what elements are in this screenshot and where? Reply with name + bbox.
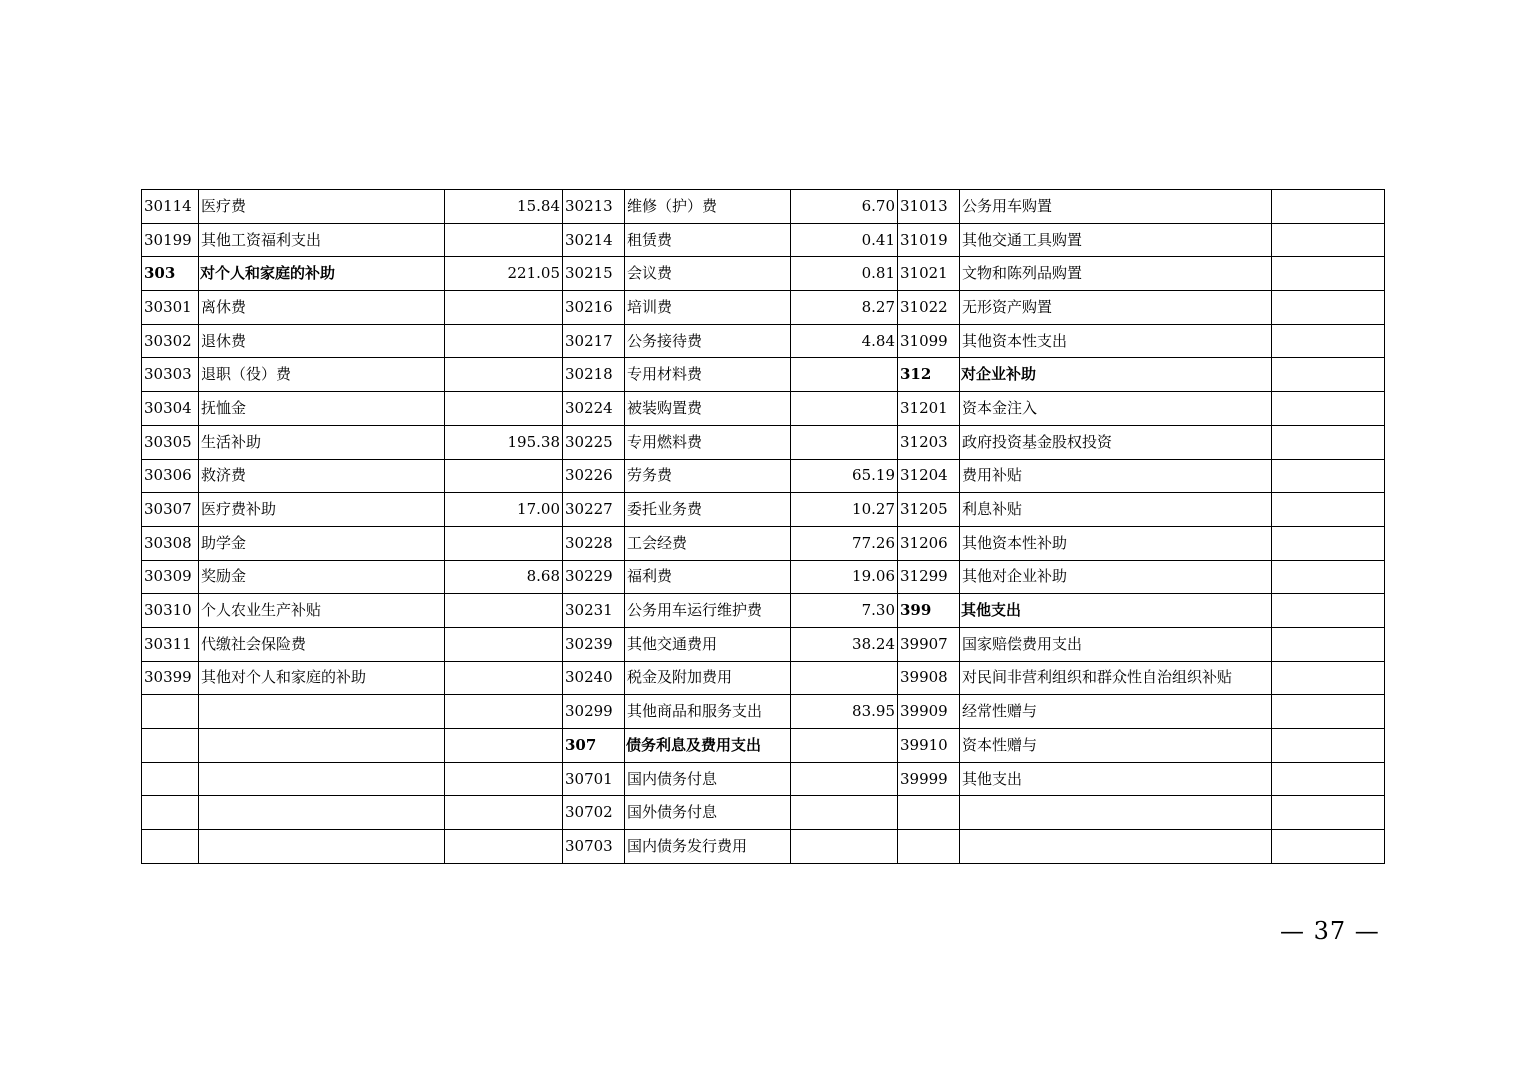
cell-code: 30229 [563,560,625,594]
cell-amount [1272,425,1385,459]
cell-name: 其他对个人和家庭的补助 [199,661,445,695]
cell-amount [445,627,563,661]
cell-name: 公务用车运行维护费 [625,594,791,628]
cell-name: 抚恤金 [199,392,445,426]
cell-amount [791,358,898,392]
cell-name: 其他对企业补助 [960,560,1272,594]
cell-amount [445,661,563,695]
cell-code: 31203 [898,425,960,459]
cell-name: 助学金 [199,526,445,560]
cell-code [142,729,199,763]
cell-name: 对民间非营利组织和群众性自治组织补贴 [960,661,1272,695]
cell-code [142,830,199,864]
cell-code: 30299 [563,695,625,729]
cell-code: 31019 [898,223,960,257]
cell-amount [1272,291,1385,325]
cell-amount [445,291,563,325]
cell-amount [1272,223,1385,257]
cell-amount [791,661,898,695]
cell-amount [445,594,563,628]
cell-code: 39910 [898,729,960,763]
table-row [142,695,1385,729]
cell-name [960,796,1272,830]
cell-code [898,796,960,830]
cell-amount [1272,392,1385,426]
cell-amount [1272,526,1385,560]
page-number: — 37 — [1280,917,1380,945]
cell-name: 其他支出 [960,762,1272,796]
cell-name: 工会经费 [625,526,791,560]
cell-code [142,695,199,729]
cell-name: 医疗费补助 [199,493,445,527]
cell-amount [1272,459,1385,493]
table-row [142,392,1385,426]
cell-name: 其他商品和服务支出 [625,695,791,729]
cell-name: 文物和陈列品购置 [960,257,1272,291]
cell-amount: 77.26 [791,526,898,560]
cell-name: 资本金注入 [960,392,1272,426]
cell-name: 劳务费 [625,459,791,493]
cell-amount [1272,493,1385,527]
cell-amount [445,358,563,392]
cell-name: 代缴社会保险费 [199,627,445,661]
cell-amount [1272,627,1385,661]
cell-name: 医疗费 [199,190,445,224]
cell-amount: 6.70 [791,190,898,224]
cell-name [199,695,445,729]
cell-code: 30306 [142,459,199,493]
cell-code: 30240 [563,661,625,695]
cell-code: 39909 [898,695,960,729]
cell-code: 31299 [898,560,960,594]
cell-amount [1272,796,1385,830]
cell-name: 维修（护）费 [625,190,791,224]
cell-name: 专用燃料费 [625,425,791,459]
expenditure-classification-table [141,189,1385,864]
cell-name: 费用补贴 [960,459,1272,493]
cell-amount [791,425,898,459]
cell-amount [1272,560,1385,594]
cell-name: 培训费 [625,291,791,325]
cell-name: 租赁费 [625,223,791,257]
table-row [142,459,1385,493]
cell-amount [791,830,898,864]
cell-amount: 19.06 [791,560,898,594]
cell-code: 31022 [898,291,960,325]
cell-name: 政府投资基金股权投资 [960,425,1272,459]
cell-amount [1272,830,1385,864]
cell-name: 国外债务付息 [625,796,791,830]
cell-amount [1272,695,1385,729]
cell-code: 31013 [898,190,960,224]
cell-amount [445,223,563,257]
cell-amount: 4.84 [791,324,898,358]
cell-amount [791,762,898,796]
table-row [142,661,1385,695]
cell-name: 专用材料费 [625,358,791,392]
cell-code: 312 [898,358,960,392]
cell-amount: 221.05 [445,257,563,291]
cell-code [898,830,960,864]
cell-amount [445,830,563,864]
cell-amount: 7.30 [791,594,898,628]
cell-amount: 8.68 [445,560,563,594]
cell-amount [445,324,563,358]
cell-code [142,796,199,830]
cell-code: 30214 [563,223,625,257]
cell-code: 30228 [563,526,625,560]
cell-amount: 38.24 [791,627,898,661]
cell-amount: 0.81 [791,257,898,291]
table-row [142,594,1385,628]
cell-code: 30703 [563,830,625,864]
cell-amount [791,796,898,830]
table-body [142,190,1385,864]
table-row [142,425,1385,459]
cell-name: 其他资本性支出 [960,324,1272,358]
cell-code: 30225 [563,425,625,459]
cell-name: 其他工资福利支出 [199,223,445,257]
cell-code: 30701 [563,762,625,796]
cell-name: 生活补助 [199,425,445,459]
cell-code: 30217 [563,324,625,358]
cell-code: 303 [142,257,199,291]
cell-amount [1272,190,1385,224]
cell-code: 30227 [563,493,625,527]
cell-code: 30226 [563,459,625,493]
cell-code: 30114 [142,190,199,224]
cell-code: 31201 [898,392,960,426]
cell-name: 被装购置费 [625,392,791,426]
cell-amount [1272,729,1385,763]
cell-amount [445,796,563,830]
table-row [142,358,1385,392]
cell-name: 国内债务发行费用 [625,830,791,864]
cell-amount: 65.19 [791,459,898,493]
cell-name: 奖励金 [199,560,445,594]
table-row [142,190,1385,224]
cell-amount [445,762,563,796]
cell-name [199,729,445,763]
cell-code: 30702 [563,796,625,830]
cell-amount [1272,257,1385,291]
cell-code: 30399 [142,661,199,695]
cell-code: 30303 [142,358,199,392]
cell-code: 39907 [898,627,960,661]
cell-name: 经常性赠与 [960,695,1272,729]
table-row [142,729,1385,763]
cell-amount: 8.27 [791,291,898,325]
cell-amount [445,459,563,493]
table-row [142,291,1385,325]
cell-code: 30307 [142,493,199,527]
cell-name: 对企业补助 [960,358,1272,392]
cell-name: 利息补贴 [960,493,1272,527]
cell-amount [445,392,563,426]
cell-code: 30224 [563,392,625,426]
cell-code: 30310 [142,594,199,628]
cell-amount: 10.27 [791,493,898,527]
cell-name [199,762,445,796]
cell-name: 税金及附加费用 [625,661,791,695]
table-row [142,627,1385,661]
cell-amount [445,729,563,763]
cell-amount [1272,594,1385,628]
cell-name: 退休费 [199,324,445,358]
cell-name: 会议费 [625,257,791,291]
cell-code [142,762,199,796]
cell-name: 债务利息及费用支出 [625,729,791,763]
cell-name: 公务用车购置 [960,190,1272,224]
cell-code: 30308 [142,526,199,560]
cell-code: 30304 [142,392,199,426]
cell-name: 其他交通工具购置 [960,223,1272,257]
cell-name: 个人农业生产补贴 [199,594,445,628]
cell-name: 离休费 [199,291,445,325]
table-row [142,796,1385,830]
cell-name: 其他资本性补助 [960,526,1272,560]
cell-code: 31021 [898,257,960,291]
cell-code: 399 [898,594,960,628]
cell-name: 其他支出 [960,594,1272,628]
cell-code: 31099 [898,324,960,358]
cell-amount: 17.00 [445,493,563,527]
cell-name: 资本性赠与 [960,729,1272,763]
cell-name: 国内债务付息 [625,762,791,796]
cell-amount [791,392,898,426]
cell-code: 30218 [563,358,625,392]
cell-code: 30199 [142,223,199,257]
cell-code: 31205 [898,493,960,527]
cell-amount [445,695,563,729]
cell-amount: 15.84 [445,190,563,224]
cell-name: 退职（役）费 [199,358,445,392]
cell-name: 对个人和家庭的补助 [199,257,445,291]
cell-code: 30231 [563,594,625,628]
cell-amount: 83.95 [791,695,898,729]
cell-code: 30301 [142,291,199,325]
cell-code: 30216 [563,291,625,325]
table-row [142,830,1385,864]
cell-code: 30239 [563,627,625,661]
cell-amount [445,526,563,560]
cell-name [960,830,1272,864]
cell-amount: 195.38 [445,425,563,459]
table-row [142,223,1385,257]
cell-code: 30309 [142,560,199,594]
table-row [142,324,1385,358]
cell-name: 救济费 [199,459,445,493]
cell-amount [791,729,898,763]
cell-name [199,830,445,864]
table-row [142,526,1385,560]
cell-code: 30215 [563,257,625,291]
cell-amount [1272,324,1385,358]
cell-name: 福利费 [625,560,791,594]
cell-amount: 0.41 [791,223,898,257]
cell-code: 307 [563,729,625,763]
cell-code: 31204 [898,459,960,493]
cell-amount [1272,762,1385,796]
cell-code: 30302 [142,324,199,358]
cell-name: 公务接待费 [625,324,791,358]
cell-name: 其他交通费用 [625,627,791,661]
cell-name: 无形资产购置 [960,291,1272,325]
table-row [142,257,1385,291]
cell-name [199,796,445,830]
cell-amount [1272,661,1385,695]
cell-name: 委托业务费 [625,493,791,527]
cell-code: 31206 [898,526,960,560]
cell-code: 39999 [898,762,960,796]
cell-code: 30305 [142,425,199,459]
cell-name: 国家赔偿费用支出 [960,627,1272,661]
cell-code: 30213 [563,190,625,224]
table-row [142,762,1385,796]
table-row [142,493,1385,527]
table-row [142,560,1385,594]
cell-code: 30311 [142,627,199,661]
cell-amount [1272,358,1385,392]
cell-code: 39908 [898,661,960,695]
